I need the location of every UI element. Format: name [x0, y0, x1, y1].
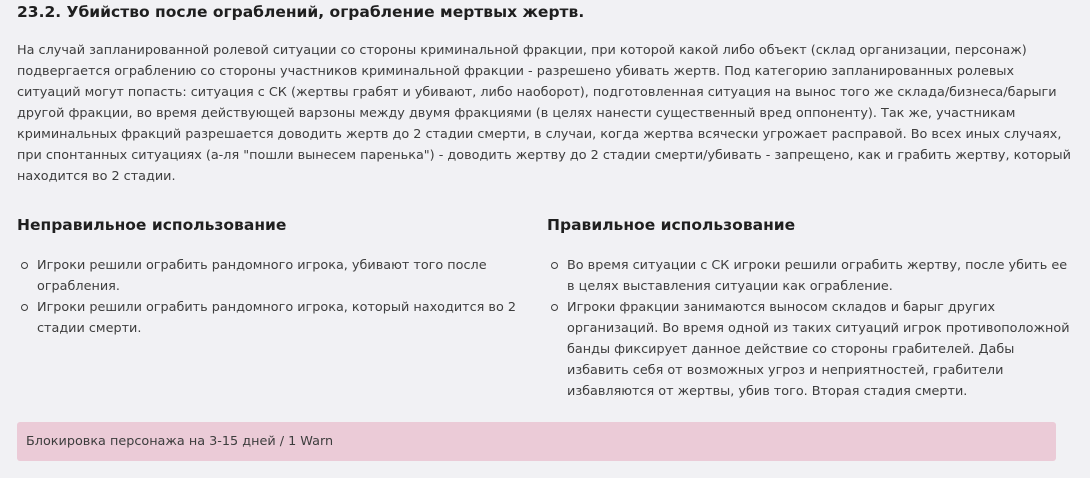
penalty-banner	[17, 422, 1056, 461]
circle-bullet-icon	[551, 262, 558, 269]
incorrect-usage-heading: Неправильное использование	[17, 216, 287, 234]
incorrect-usage-column	[17, 214, 527, 339]
section-description: На случай запланированной ролевой ситуации со стороны криминальной фракции, при которой какой либо объект (склад организации, персонаж) подвергается ограблению со стороны участников криминальной фракции - разрешено убивать жертв. Под категорию запланированных ролевых ситуаций могут попасть: ситуация с СК (жертвы грабят и убивают, либо наоборот), подготовленная ситуация на вынос того же склада/бизнеса/барыги другой фракции, во время действующей варзоны между двумя фракциями (в целях нанести существенный вред оппоненту). Так же, участникам криминальных фракций разрешается доводить жертв до 2 стадии смерти, в случаи, когда жертва всячески угрожает расправой. Во всех иных случаях, при спонтанных ситуациях (а-ля "пошли вынесем паренька") - доводить жертву до 2 стадии смерти/убивать - запрещено, как и грабить жертву, который находится во 2 стадии.	[17, 43, 1071, 184]
correct-usage-column	[547, 214, 1075, 402]
list-item	[547, 297, 1075, 402]
list-item	[547, 255, 1075, 297]
circle-bullet-icon	[551, 304, 558, 311]
section-title: 23.2. Убийство после ограблений, ограбление мертвых жертв.	[17, 3, 585, 21]
list-item-text: Игроки фракции занимаются выносом складов и барыг других организаций. Во время одной из таких ситуаций игрок противоположной банды фиксирует данное действие со стороны грабителей. Дабы избавить себя от возможных угроз и неприятностей, грабители избавляются от жертвы, убив того. Вторая стадия смерти.	[567, 300, 1070, 399]
circle-bullet-icon	[21, 304, 28, 311]
correct-usage-heading: Правильное использование	[547, 216, 796, 234]
list-item	[17, 297, 527, 339]
list-item-text: Игроки решили ограбить рандомного игрока, убивают того после ограбления.	[37, 258, 487, 294]
incorrect-usage-list	[17, 255, 527, 339]
list-item-text: Игроки решили ограбить рандомного игрока, который находится во 2 стадии смерти.	[37, 300, 516, 336]
penalty-text: Блокировка персонажа на 3-15 дней / 1 Warn	[26, 434, 334, 449]
list-item-text: Во время ситуации с СК игроки решили ограбить жертву, после убить ее в целях выставления ситуации как ограбление.	[567, 258, 1068, 294]
list-item	[17, 255, 527, 297]
circle-bullet-icon	[21, 262, 28, 269]
correct-usage-list	[547, 255, 1075, 402]
